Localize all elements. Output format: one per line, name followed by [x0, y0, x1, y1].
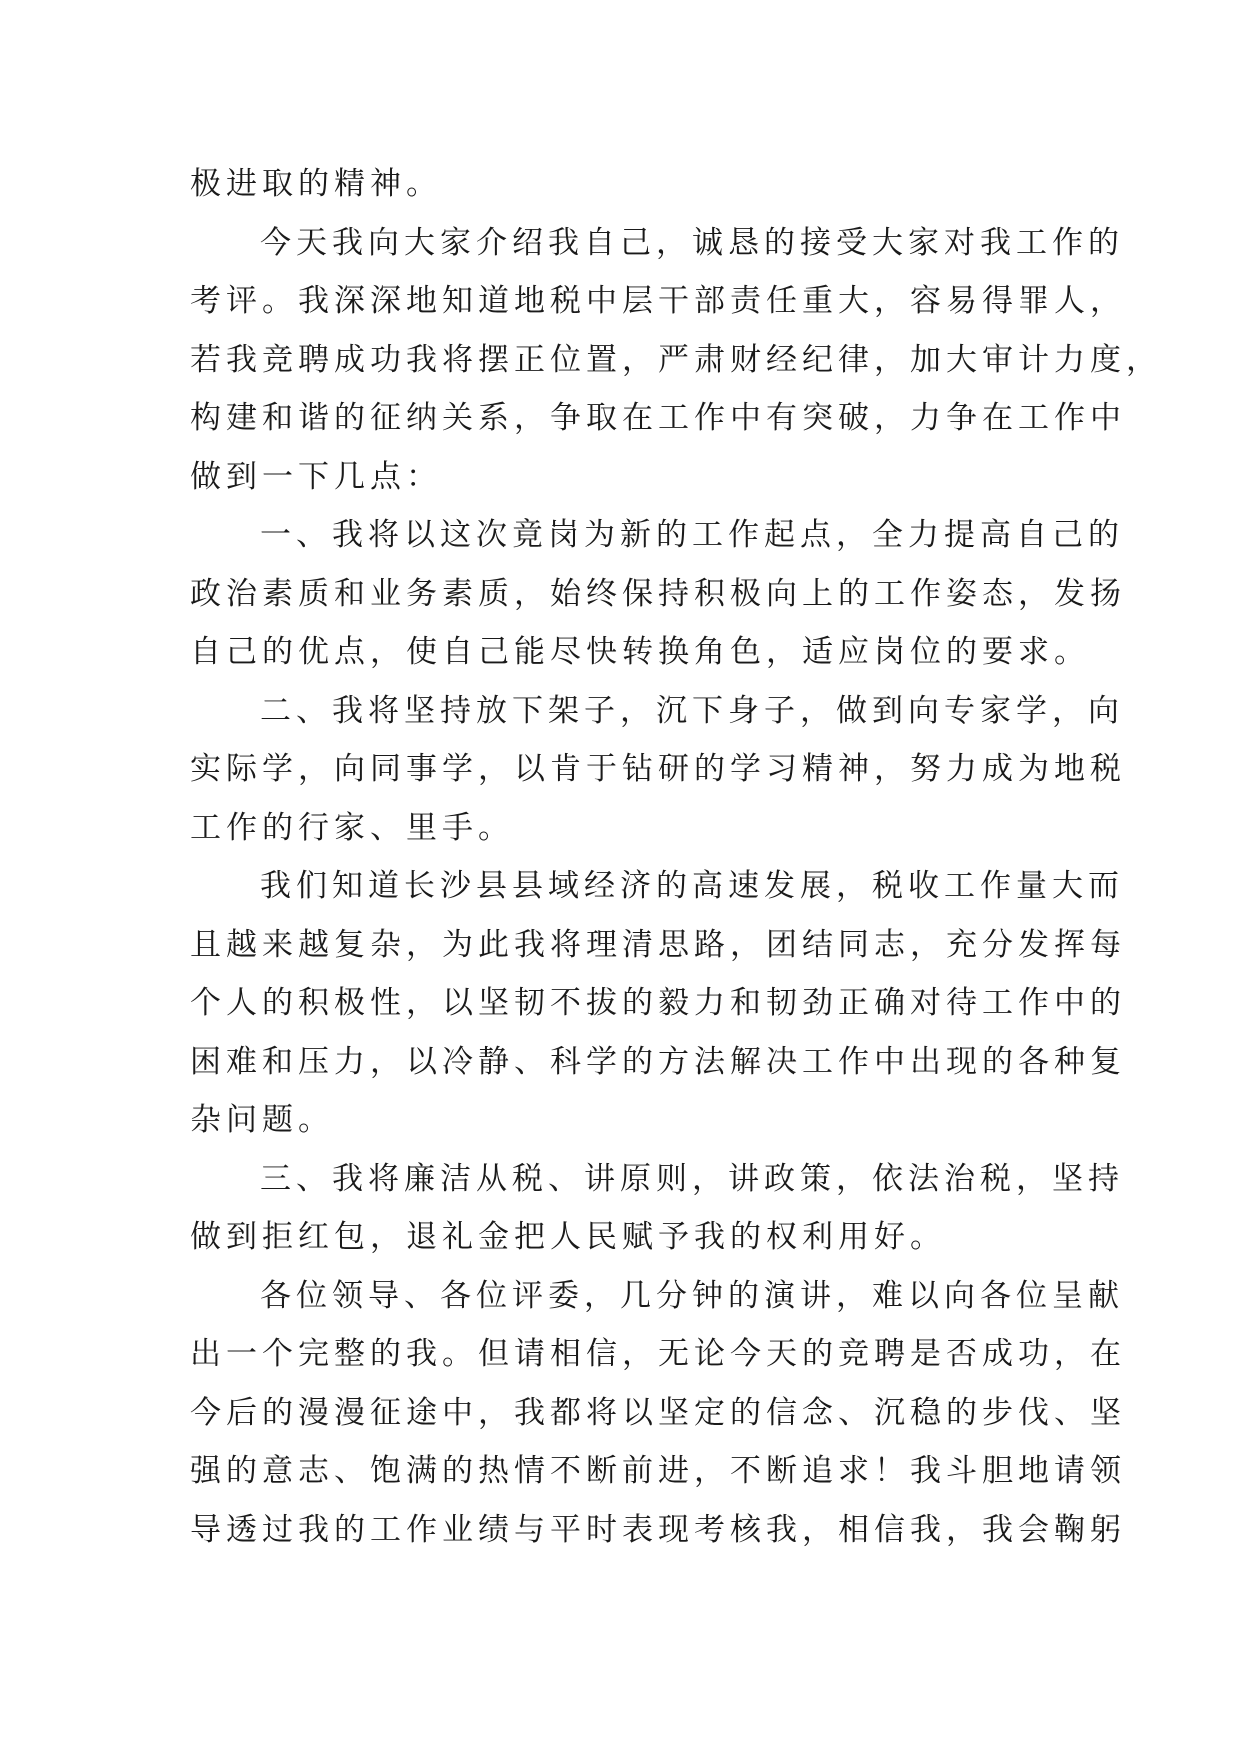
- text-line: 今天我向大家介绍我自己，诚恳的接受大家对我工作的: [260, 224, 1124, 261]
- text-line: 构建和谐的征纳关系，争取在工作中有突破，力争在工作中: [190, 400, 1126, 436]
- text-line: 考评。我深深地知道地税中层干部责任重大，容易得罪人，: [190, 283, 1126, 319]
- text-line: 个人的积极性，以坚韧不拔的毅力和韧劲正确对待工作中的: [190, 985, 1126, 1021]
- text-line: 且越来越复杂，为此我将理清思路，团结同志，充分发挥每: [190, 926, 1126, 963]
- text-line: 做到一下几点：: [190, 458, 442, 495]
- text-line: 强的意志、饱满的热情不断前进，不断追求！我斗胆地请领: [190, 1453, 1126, 1489]
- document-body: [190, 155, 1162, 1559]
- text-line: 今后的漫漫征途中，我都将以坚定的信念、沉稳的步伐、坚: [190, 1394, 1126, 1431]
- text-line: 极进取的精神。: [190, 166, 442, 202]
- text-line: 困难和压力，以冷静、科学的方法解决工作中出现的各种复: [190, 1043, 1126, 1080]
- text-line: 工作的行家、里手。: [190, 809, 514, 846]
- text-line: 自己的优点，使自己能尽快转换角色，适应岗位的要求。: [190, 634, 1090, 670]
- text-line: 各位领导、各位评委，几分钟的演讲，难以向各位呈献: [260, 1277, 1124, 1314]
- text-line: 杂问题。: [190, 1102, 334, 1138]
- text-line: 做到拒红包，退礼金把人民赋予我的权利用好。: [190, 1219, 946, 1255]
- text-line: 三、我将廉洁从税、讲原则，讲政策，依法治税，坚持: [260, 1160, 1124, 1197]
- text-line: 一、我将以这次竟岗为新的工作起点，全力提高自己的: [260, 517, 1124, 553]
- text-line: 出一个完整的我。但请相信，无论今天的竞聘是否成功，在: [190, 1336, 1126, 1372]
- text-line: 我们知道长沙县县域经济的高速发展，税收工作量大而: [260, 868, 1124, 904]
- text-line: 导透过我的工作业绩与平时表现考核我，相信我，我会鞠躬: [190, 1511, 1126, 1548]
- text-line: 二、我将坚持放下架子，沉下身子，做到向专家学，向: [260, 692, 1124, 729]
- text-line: 实际学，向同事学，以肯于钻研的学习精神，努力成为地税: [190, 751, 1126, 787]
- text-line: 若我竞聘成功我将摆正位置，严肃财经纪律，加大审计力度，: [190, 341, 1162, 378]
- text-line: 政治素质和业务素质，始终保持积极向上的工作姿态，发扬: [190, 575, 1126, 612]
